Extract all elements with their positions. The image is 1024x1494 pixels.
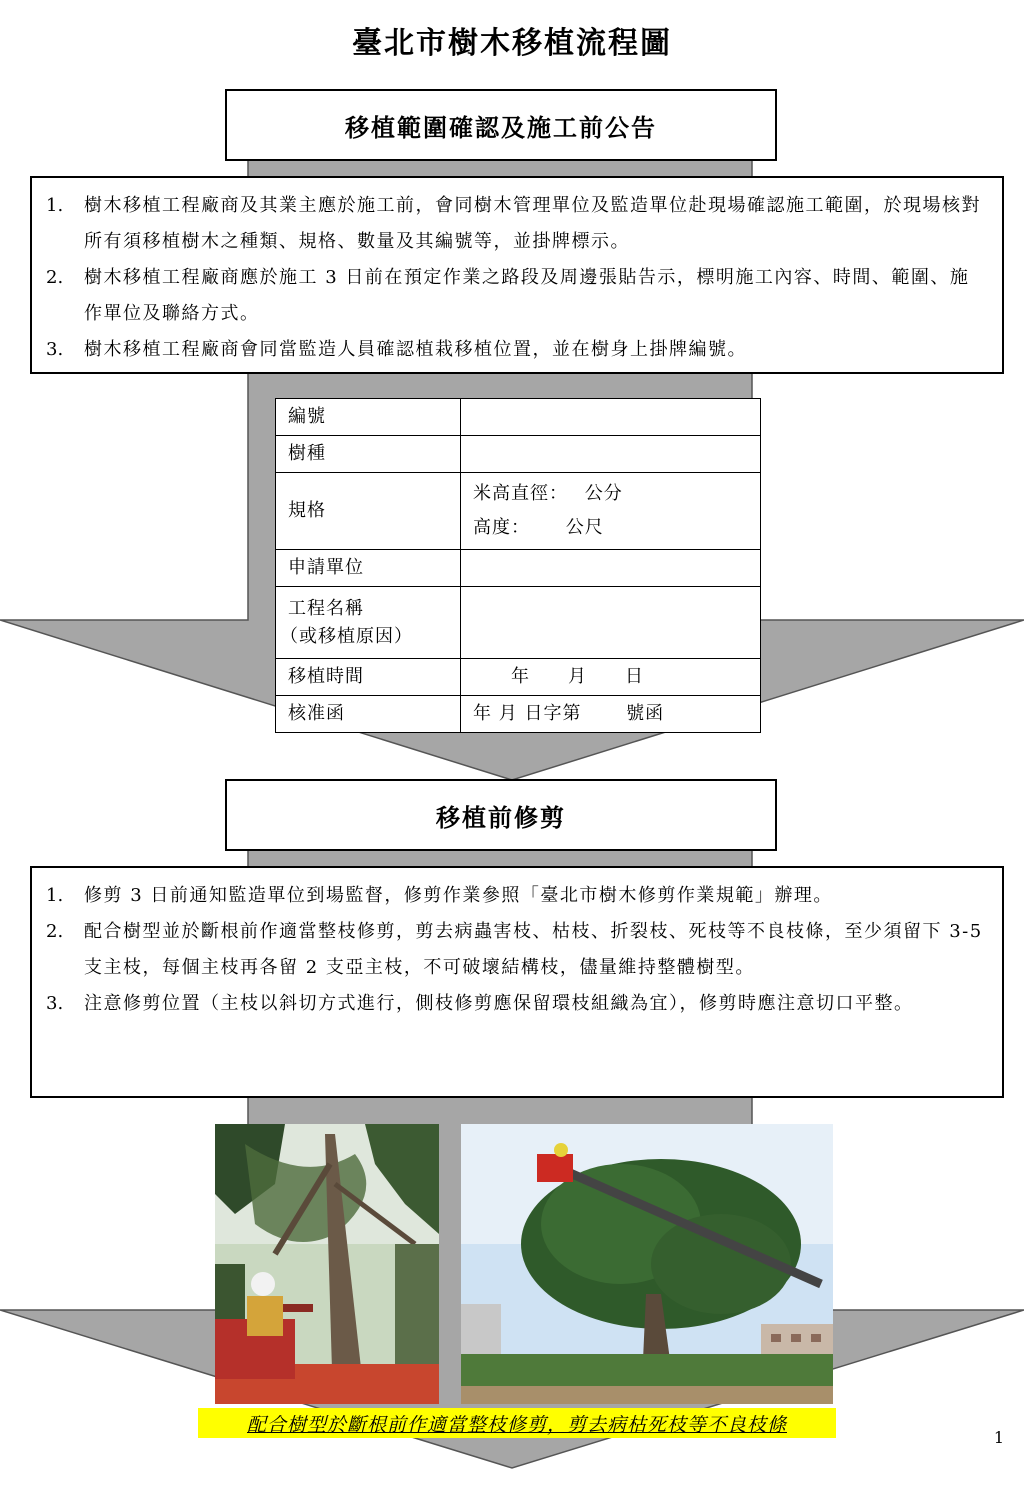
table-row: [276, 659, 761, 696]
step1-notes: [30, 176, 1004, 374]
table-row: [276, 399, 761, 436]
spec-diameter: 米高直徑： 公分: [473, 483, 623, 504]
page-title: 臺北市樹木移植流程圖: [352, 26, 672, 61]
table-label: 核准函: [276, 696, 461, 733]
table-label: 編號: [276, 399, 461, 436]
table-value: 年 月 日字第 號函: [461, 696, 761, 733]
pruning-photo-worker: [215, 1124, 439, 1404]
spec-height: 高度： 公尺: [473, 517, 604, 538]
table-label: 規格: [276, 473, 461, 550]
step2-notes: [30, 866, 1004, 1098]
table-row: [276, 696, 761, 733]
list-item: 1. 修剪 3 日前通知監造單位到場監督，修剪作業參照「臺北市樹木修剪作業規範」辦理。: [46, 885, 833, 906]
step1-heading: 移植範圍確認及施工前公告: [225, 89, 777, 161]
table-value: [461, 436, 761, 473]
tree-tag-table: [275, 398, 761, 733]
pruning-photo-bucket-truck: [461, 1124, 833, 1404]
table-row: [276, 550, 761, 587]
list-item: 2. 樹木移植工程廠商應於施工 3 日前在預定作業之路段及周邊張貼告示，標明施工內容、時間、範圍、施作單位及聯絡方式。: [46, 267, 970, 324]
page-number: 1: [993, 1428, 1004, 1447]
table-label: 工程名稱 （或移植原因）: [276, 587, 461, 659]
step2-heading: 移植前修剪: [225, 779, 777, 851]
table-value: [461, 550, 761, 587]
table-label: 樹種: [276, 436, 461, 473]
table-row: [276, 436, 761, 473]
table-row: [276, 587, 761, 659]
list-item: 1. 樹木移植工程廠商及其業主應於施工前，會同樹木管理單位及監造單位赴現場確認施工範圍，於現場核對所有須移植樹木之種類、規格、數量及其編號等，並掛牌標示。: [46, 195, 981, 252]
table-label: 申請單位: [276, 550, 461, 587]
list-item: 3. 注意修剪位置（主枝以斜切方式進行，側枝修剪應保留環枝組織為宜），修剪時應注意切口平整。: [46, 993, 914, 1014]
table-row: [276, 473, 761, 550]
photo-caption: 配合樹型於斷根前作適當整枝修剪，剪去病枯死枝等不良枝條: [198, 1408, 836, 1438]
table-value: [461, 399, 761, 436]
table-value: 年 月 日: [461, 659, 761, 696]
list-item: 2. 配合樹型並於斷根前作適當整枝修剪，剪去病蟲害枝、枯枝、折裂枝、死枝等不良枝條，至少須留下 3-5 支主枝，每個主枝再各留 2 支亞主枝，不可破壞結構枝，儘量維持整體樹型。: [46, 921, 983, 978]
list-item: 3. 樹木移植工程廠商會同當監造人員確認植栽移植位置，並在樹身上掛牌編號。: [46, 339, 747, 360]
table-label: 移植時間: [276, 659, 461, 696]
table-value: [461, 587, 761, 659]
table-value: [461, 473, 761, 550]
